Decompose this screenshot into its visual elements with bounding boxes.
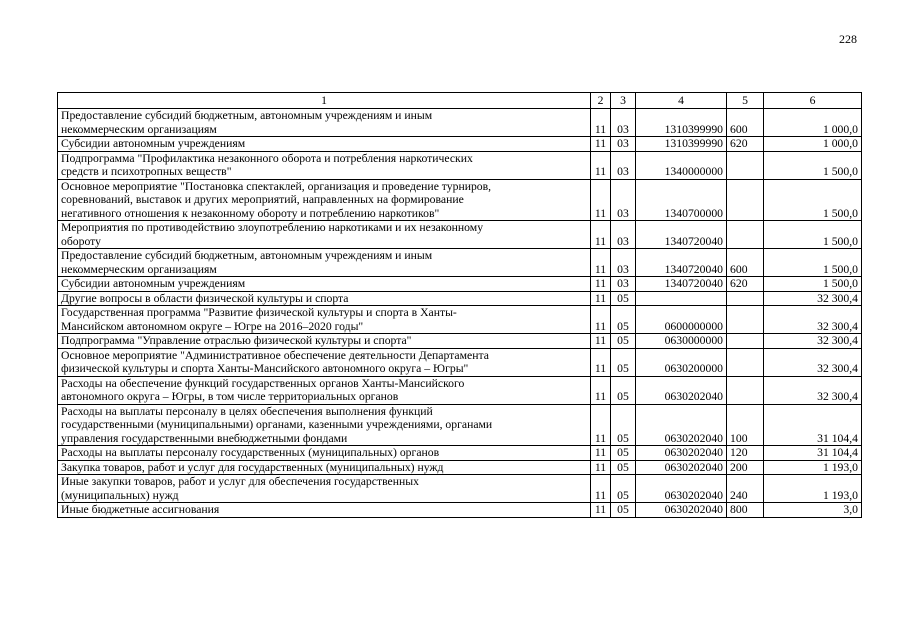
row-expense-type: 800: [727, 503, 764, 518]
header-col-4: 4: [636, 93, 727, 109]
table-row: [58, 404, 862, 446]
row-section: 11: [591, 475, 611, 503]
row-subsection: 03: [611, 277, 636, 292]
table-row: [58, 137, 862, 152]
row-target-code: 1310399990: [636, 137, 727, 152]
row-section: 11: [591, 503, 611, 518]
row-expense-type: 240: [727, 475, 764, 503]
row-section: 11: [591, 291, 611, 306]
row-expense-type: [727, 291, 764, 306]
row-expense-type: 120: [727, 446, 764, 461]
row-name: Государственная программа "Развитие физической культуры и спорта в Ханты- Мансийском автономном округе – Югре на 2016–2020 годы": [58, 306, 591, 334]
row-target-code: 0630202040: [636, 404, 727, 446]
row-subsection: 05: [611, 475, 636, 503]
row-amount: 31 104,4: [764, 404, 862, 446]
row-target-code: 1340720040: [636, 277, 727, 292]
row-section: 11: [591, 334, 611, 349]
row-amount: 1 500,0: [764, 221, 862, 249]
row-name: Основное мероприятие "Административное обеспечение деятельности Департамента физической культуры и спорта Ханты-Мансийского автономного округа – Югры": [58, 348, 591, 376]
header-col-3: 3: [611, 93, 636, 109]
row-section: 11: [591, 460, 611, 475]
row-target-code: 0630202040: [636, 376, 727, 404]
row-name: Мероприятия по противодействию злоупотреблению наркотиками и их незаконному обороту: [58, 221, 591, 249]
row-subsection: 05: [611, 348, 636, 376]
row-subsection: 05: [611, 446, 636, 461]
table-row: [58, 503, 862, 518]
row-expense-type: [727, 179, 764, 221]
row-subsection: 03: [611, 249, 636, 277]
row-target-code: 0630202040: [636, 460, 727, 475]
table-row: [58, 277, 862, 292]
row-section: 11: [591, 151, 611, 179]
row-target-code: 1340720040: [636, 221, 727, 249]
row-subsection: 05: [611, 404, 636, 446]
row-subsection: 03: [611, 151, 636, 179]
row-amount: 32 300,4: [764, 376, 862, 404]
row-name: Иные бюджетные ассигнования: [58, 503, 591, 518]
row-target-code: 1340720040: [636, 249, 727, 277]
row-expense-type: [727, 348, 764, 376]
row-amount: 1 193,0: [764, 460, 862, 475]
row-expense-type: 200: [727, 460, 764, 475]
row-amount: 1 500,0: [764, 249, 862, 277]
row-amount: 1 000,0: [764, 137, 862, 152]
row-amount: 32 300,4: [764, 348, 862, 376]
row-name: Субсидии автономным учреждениям: [58, 137, 591, 152]
table-row: [58, 334, 862, 349]
row-name: Расходы на выплаты персоналу государственных (муниципальных) органов: [58, 446, 591, 461]
page-number: 228: [839, 32, 857, 46]
row-amount: 1 000,0: [764, 109, 862, 137]
row-amount: 1 500,0: [764, 277, 862, 292]
table-row: [58, 151, 862, 179]
row-subsection: 03: [611, 109, 636, 137]
row-amount: 32 300,4: [764, 306, 862, 334]
row-name: Закупка товаров, работ и услуг для государственных (муниципальных) нужд: [58, 460, 591, 475]
row-expense-type: 600: [727, 249, 764, 277]
header-col-2: 2: [591, 93, 611, 109]
row-amount: 3,0: [764, 503, 862, 518]
row-subsection: 03: [611, 137, 636, 152]
row-amount: 1 500,0: [764, 151, 862, 179]
table-row: [58, 348, 862, 376]
table-body: [58, 109, 862, 518]
row-amount: 31 104,4: [764, 446, 862, 461]
row-section: 11: [591, 221, 611, 249]
row-section: 11: [591, 446, 611, 461]
row-section: 11: [591, 348, 611, 376]
row-target-code: 1340000000: [636, 151, 727, 179]
row-name: Основное мероприятие "Постановка спектаклей, организация и проведение турниров, соревнований, выставок и других мероприятий, направленных на формирование негативного отношения к незаконному обороту и потреблению наркотиков": [58, 179, 591, 221]
row-target-code: 0630202040: [636, 503, 727, 518]
table-row: [58, 446, 862, 461]
row-target-code: 0630202040: [636, 446, 727, 461]
table-row: [58, 109, 862, 137]
row-section: 11: [591, 179, 611, 221]
row-section: 11: [591, 109, 611, 137]
table-row: [58, 291, 862, 306]
row-subsection: 05: [611, 334, 636, 349]
row-section: 11: [591, 137, 611, 152]
row-name: Предоставление субсидий бюджетным, автономным учреждениям и иным некоммерческим организациям: [58, 109, 591, 137]
row-amount: 1 193,0: [764, 475, 862, 503]
row-subsection: 05: [611, 376, 636, 404]
row-target-code: 1340700000: [636, 179, 727, 221]
table-row: [58, 179, 862, 221]
row-expense-type: 600: [727, 109, 764, 137]
row-target-code: 0630200000: [636, 348, 727, 376]
row-name: Предоставление субсидий бюджетным, автономным учреждениям и иным некоммерческим организациям: [58, 249, 591, 277]
row-name: Расходы на выплаты персоналу в целях обеспечения выполнения функций государственными (муниципальными) органами, казенными учреждениями, органами управления государственными внебюджетными фондами: [58, 404, 591, 446]
row-name: Подпрограмма "Профилактика незаконного оборота и потребления наркотических средств и психотропных веществ": [58, 151, 591, 179]
row-section: 11: [591, 376, 611, 404]
row-expense-type: [727, 306, 764, 334]
header-col-6: 6: [764, 93, 862, 109]
row-subsection: 03: [611, 221, 636, 249]
table-row: [58, 306, 862, 334]
row-expense-type: 100: [727, 404, 764, 446]
row-subsection: 03: [611, 179, 636, 221]
row-section: 11: [591, 249, 611, 277]
row-section: 11: [591, 404, 611, 446]
table-header-row: [58, 93, 862, 109]
table-row: [58, 376, 862, 404]
row-expense-type: [727, 376, 764, 404]
row-target-code: 0600000000: [636, 306, 727, 334]
row-subsection: 05: [611, 306, 636, 334]
header-col-5: 5: [727, 93, 764, 109]
row-expense-type: [727, 151, 764, 179]
row-subsection: 05: [611, 503, 636, 518]
row-name: Подпрограмма "Управление отраслью физической культуры и спорта": [58, 334, 591, 349]
row-target-code: [636, 291, 727, 306]
row-subsection: 05: [611, 460, 636, 475]
row-amount: 1 500,0: [764, 179, 862, 221]
table-row: [58, 249, 862, 277]
row-name: Иные закупки товаров, работ и услуг для обеспечения государственных (муниципальных) нужд: [58, 475, 591, 503]
row-expense-type: 620: [727, 137, 764, 152]
row-section: 11: [591, 306, 611, 334]
row-target-code: 0630000000: [636, 334, 727, 349]
header-col-1: 1: [58, 93, 591, 109]
row-name: Субсидии автономным учреждениям: [58, 277, 591, 292]
row-name: Другие вопросы в области физической культуры и спорта: [58, 291, 591, 306]
row-amount: 32 300,4: [764, 291, 862, 306]
table-row: [58, 221, 862, 249]
row-section: 11: [591, 277, 611, 292]
row-expense-type: 620: [727, 277, 764, 292]
row-target-code: 1310399990: [636, 109, 727, 137]
budget-table: [57, 92, 862, 518]
row-amount: 32 300,4: [764, 334, 862, 349]
table-row: [58, 460, 862, 475]
table-row: [58, 475, 862, 503]
row-name: Расходы на обеспечение функций государственных органов Ханты-Мансийского автономного округа – Югры, в том числе территориальных органов: [58, 376, 591, 404]
row-expense-type: [727, 221, 764, 249]
row-target-code: 0630202040: [636, 475, 727, 503]
row-subsection: 05: [611, 291, 636, 306]
row-expense-type: [727, 334, 764, 349]
